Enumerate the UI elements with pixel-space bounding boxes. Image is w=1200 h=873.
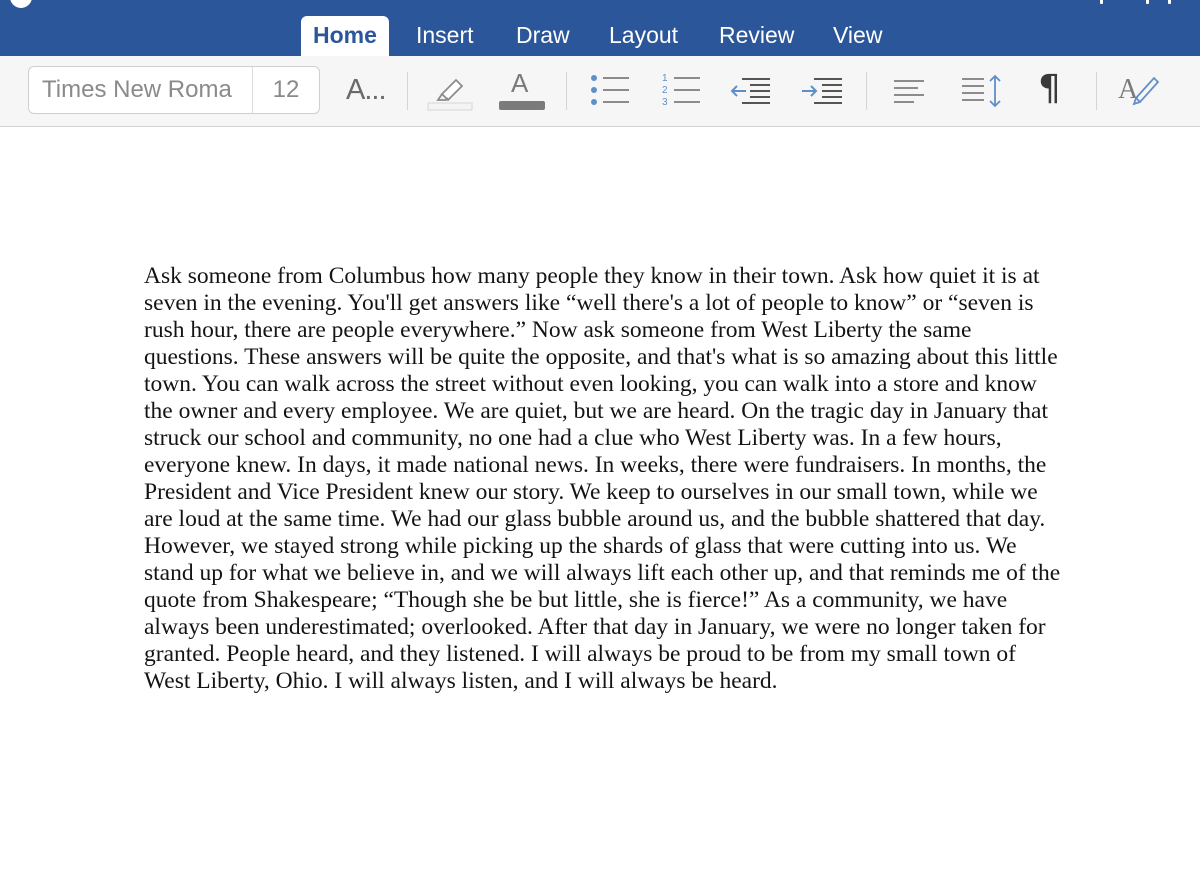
decrease-indent-icon [728, 68, 774, 112]
document-line: struck our school and community, no one had a clue who West Liberty was. In a few hours, [144, 425, 1002, 451]
document-line: town. You can walk across the street without even looking, you can walk into a store and know [144, 371, 1037, 397]
toolbar-separator [866, 72, 867, 110]
font-selector[interactable] [28, 66, 320, 114]
status-indicator-icon [1100, 0, 1103, 4]
tab-review[interactable]: Review [719, 22, 795, 48]
status-indicator-icon [1168, 0, 1171, 4]
ribbon-tab-bar [0, 0, 1200, 56]
highlight-button[interactable] [426, 68, 474, 114]
document-line: stand up for what we believe in, and we will always lift each other up, and that reminds me of the [144, 560, 1061, 586]
styles-button[interactable] [1116, 68, 1164, 114]
styles-icon [1116, 68, 1164, 112]
document-paragraph[interactable] [144, 263, 1074, 695]
document-line: the owner and every employee. We are quiet, but we are heard. On the tragic day in January that [144, 398, 1049, 424]
toolbar-separator [1096, 72, 1097, 110]
numbering-button[interactable] [658, 68, 702, 114]
line-spacing-button[interactable] [958, 68, 1006, 114]
font-color-swatch [499, 101, 545, 110]
align-button[interactable] [890, 68, 930, 114]
highlighter-icon [426, 68, 474, 112]
document-line: Ask someone from Columbus how many people they know in their town. Ask how quiet it is at [144, 263, 1040, 289]
show-formatting-button[interactable] [1038, 66, 1061, 112]
font-color-icon [498, 68, 546, 112]
document-line: West Liberty, Ohio. I will always listen, and I will always be heard. [144, 668, 778, 694]
toolbar-separator [566, 72, 567, 110]
app-icon [10, 0, 32, 8]
document-line: always been underestimated; overlooked. After that day in January, we were no longer taken for [144, 614, 1046, 640]
svg-text:2: 2 [662, 85, 668, 96]
bullets-button[interactable] [588, 68, 632, 114]
document-line: rush hour, there are people everywhere.” Now ask someone from West Liberty the same [144, 317, 972, 343]
svg-text:3: 3 [662, 97, 668, 108]
font-name-field[interactable]: Times New Roma [42, 76, 232, 103]
document-line: granted. People heard, and they listened. I will always be proud to be from my small town of [144, 641, 1016, 667]
document-line: quote from Shakespeare; “Though she be but little, she is fierce!” As a community, we have [144, 587, 1008, 613]
document-line: everyone knew. In days, it made national news. In weeks, there were fundraisers. In months, the [144, 452, 1047, 478]
line-spacing-icon [958, 68, 1006, 112]
increase-indent-button[interactable] [800, 68, 846, 114]
home-toolbar [0, 56, 1200, 127]
svg-text:1: 1 [662, 73, 668, 84]
document-line: However, we stayed strong while picking up the shards of glass that were cutting into us. We [144, 533, 1017, 559]
tab-home[interactable]: Home [301, 16, 389, 56]
styles-letter: A [1118, 74, 1139, 105]
font-options-button[interactable] [346, 70, 386, 116]
pilcrow-icon: ¶ [1038, 68, 1061, 109]
font-color-letter: A [511, 68, 529, 98]
font-color-button[interactable] [498, 68, 546, 114]
bullet-list-icon [588, 68, 632, 112]
align-left-icon [890, 68, 930, 112]
toolbar-separator [407, 72, 408, 110]
tab-insert[interactable]: Insert [416, 22, 474, 48]
tab-layout[interactable]: Layout [609, 22, 679, 48]
status-indicator-icon [1146, 0, 1149, 4]
tab-view[interactable]: View [833, 22, 883, 48]
document-line: President and Vice President knew our story. We keep to ourselves in our small town, while we [144, 479, 1038, 505]
document-line: seven in the evening. You'll get answers like “well there's a lot of people to know” or “seven is [144, 290, 1034, 316]
font-options-icon: A... [346, 74, 386, 106]
font-size-field[interactable]: 12 [272, 76, 300, 103]
increase-indent-icon [800, 68, 846, 112]
decrease-indent-button[interactable] [728, 68, 774, 114]
tab-draw[interactable]: Draw [516, 22, 570, 48]
numbered-list-icon [658, 68, 702, 112]
document-line: are loud at the same time. We had our glass bubble around us, and the bubble shattered that day. [144, 506, 1046, 532]
document-line: questions. These answers will be quite the opposite, and that's what is so amazing about this little [144, 344, 1058, 370]
document-canvas[interactable] [0, 127, 1200, 873]
